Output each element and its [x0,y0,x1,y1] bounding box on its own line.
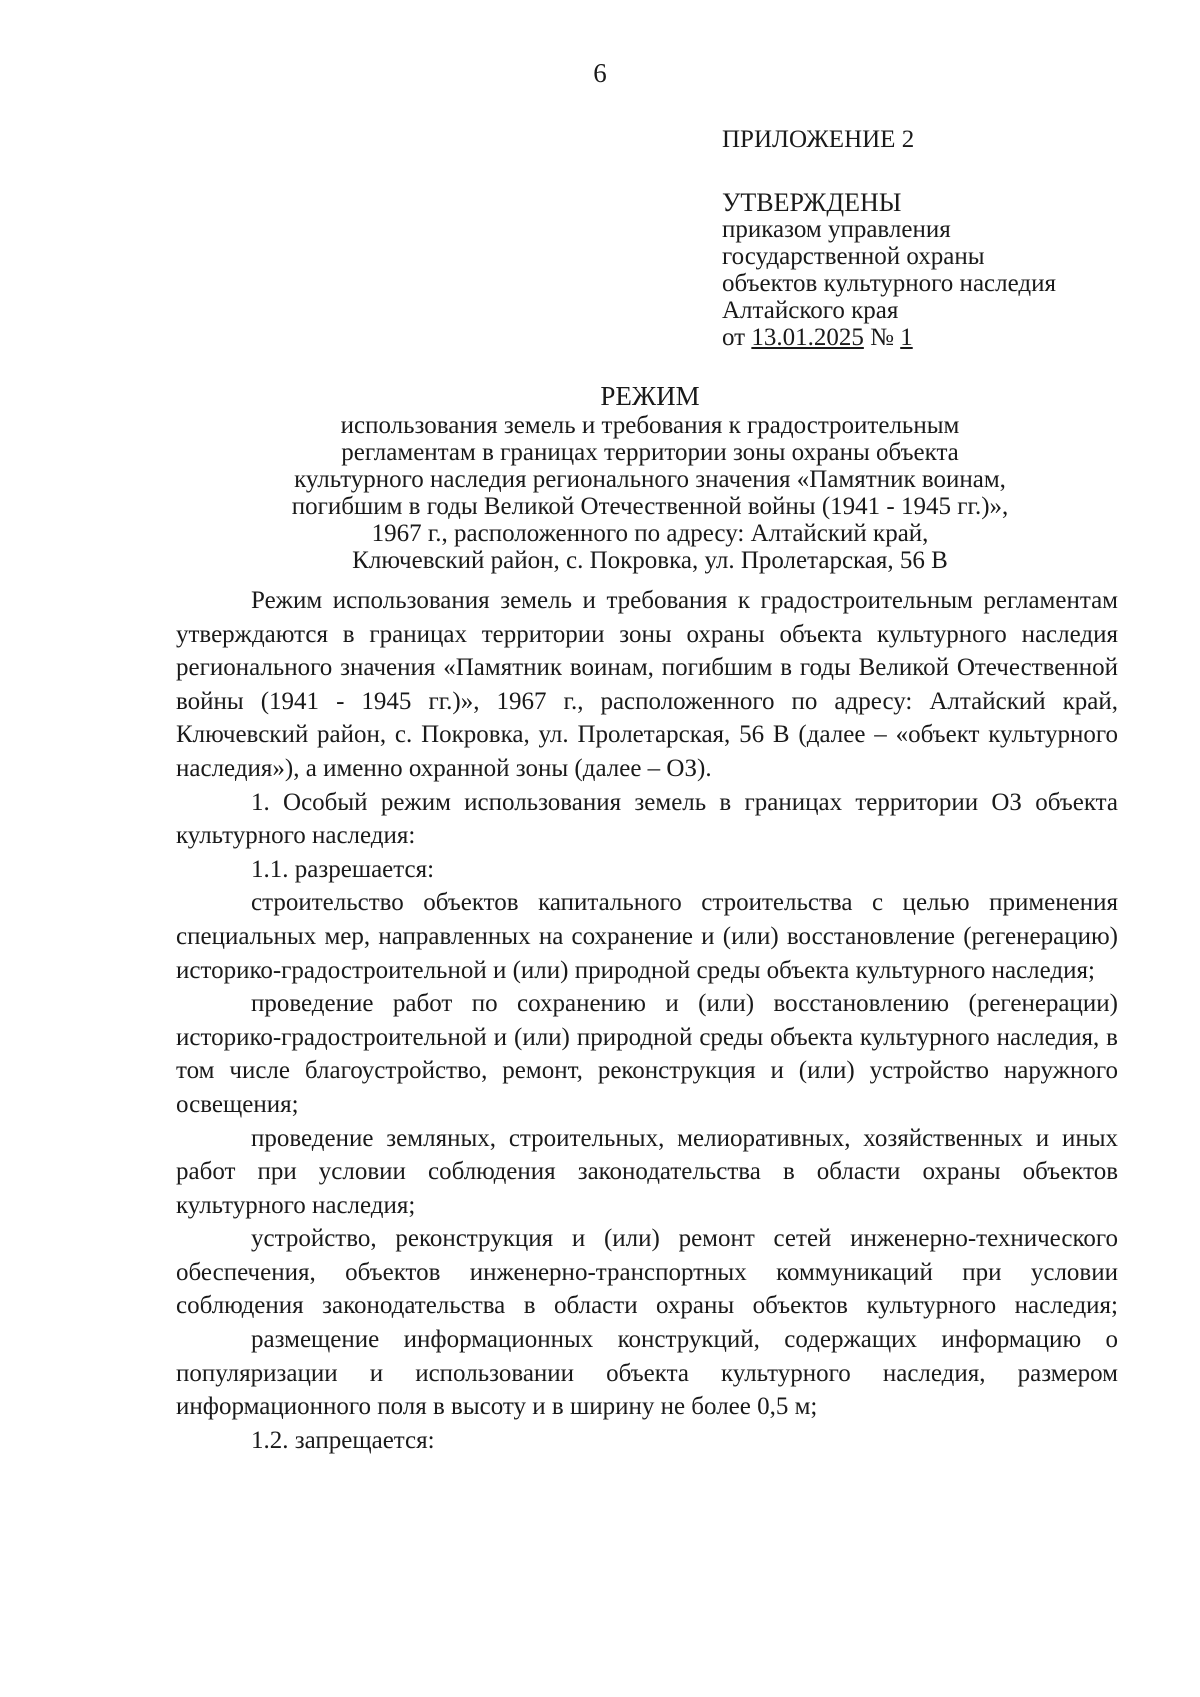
document-body [176,584,1118,1457]
approval-number: 1 [900,324,913,351]
title-line: использования земель и требования к градостроительным [340,412,960,439]
approval-line: Алтайского края [722,297,899,324]
approval-date: 13.01.2025 [751,324,864,351]
title-line: регламентам в границах территории зоны охраны объекта [341,439,959,466]
body-paragraph: 1.1. разрешается: [251,855,435,883]
document-title [120,383,1180,574]
number-sign: № [870,324,894,351]
approval-stamp [722,126,1162,351]
body-paragraph: размещение информационных конструкций, содержащих информацию о популяризации и использовании объекта культурного наследия, размером информационного поля в высоту и в ширину не более 0,5 м; [176,1326,1118,1421]
date-prefix: от [722,324,746,351]
body-paragraph: Режим использования земель и требования к градостроительным регламентам утверждаются в границах территории зоны охраны объекта культурного наследия регионального значения «Памятник воинам, погибшим в годы Великой Отечественной войны (1941 - 1945 гг.)», 1967 г., расположенного по адресу: Алтайский край, Ключевский район, с. Покровка, ул. Пролетарская, 56 В (далее – «объект культурного наследия»), а именно охранной зоны (далее – ОЗ). [176,587,1118,782]
approval-line: государственной охраны [722,243,985,270]
approval-date-line [722,324,1162,351]
body-paragraph: проведение работ по сохранению и (или) восстановлению (регенерации) историко-градостроительной и (или) природной среды объекта культурного наследия, в том числе благоустройство, ремонт, реконструкция и (или) устройство наружного освещения; [176,990,1118,1118]
title-line: погибшим в годы Великой Отечественной войны (1941 - 1945 гг.)», [291,493,1009,520]
body-paragraph: строительство объектов капитального строительства с целью применения специальных мер, направленных на сохранение и (или) восстановление (регенерацию) историко-градостроительной и (или) природной среды объекта культурного наследия; [176,889,1118,984]
approval-line: объектов культурного наследия [722,270,1056,297]
appendix-label: ПРИЛОЖЕНИЕ 2 [722,126,915,153]
title-line: Ключевский район, с. Покровка, ул. Пролетарская, 56 В [352,547,948,574]
title-heading: РЕЖИМ [600,381,700,411]
body-paragraph: 1. Особый режим использования земель в границах территории ОЗ объекта культурного наследия: [176,788,1118,850]
page-number: 6 [593,58,607,88]
title-line: культурного наследия регионального значения «Памятник воинам, [294,466,1006,493]
body-paragraph: проведение земляных, строительных, мелиоративных, хозяйственных и иных работ при условии соблюдения законодательства в области охраны объектов культурного наследия; [176,1124,1118,1219]
approved-label: УТВЕРЖДЕНЫ [722,188,902,217]
body-paragraph: 1.2. запрещается: [251,1426,435,1454]
title-line: 1967 г., расположенного по адресу: Алтайский край, [371,520,929,547]
body-paragraph: устройство, реконструкция и (или) ремонт сетей инженерно-технического обеспечения, объектов инженерно-транспортных коммуникаций при условии соблюдения законодательства в области охраны объектов культурного наследия; [176,1225,1118,1320]
approval-line: приказом управления [722,216,951,243]
